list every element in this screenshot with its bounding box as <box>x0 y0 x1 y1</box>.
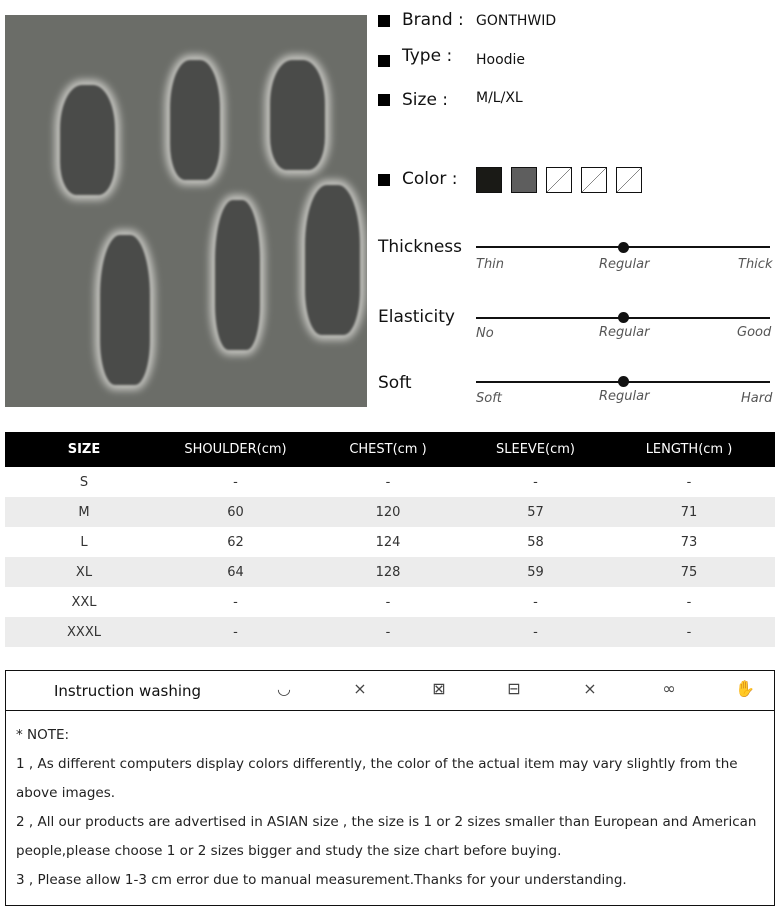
table-cell: - <box>533 594 538 610</box>
table-cell: 60 <box>163 497 308 527</box>
table-cell: 120 <box>308 497 468 527</box>
table-cell: 64 <box>163 557 308 587</box>
table-cell: 58 <box>527 534 544 550</box>
no-dry-clean-icon: ∞ <box>662 679 676 698</box>
low-iron-icon: ⨯ <box>583 679 597 698</box>
table-cell: - <box>686 474 692 490</box>
table-cell: - <box>233 474 238 490</box>
color-swatch-black[interactable] <box>476 167 502 193</box>
header-size: SIZE <box>5 432 163 467</box>
size-value: M/L/XL <box>476 90 523 106</box>
header-shoulder: SHOULDER(cm) <box>163 432 308 467</box>
size-label: Size : <box>402 90 449 110</box>
table-cell: 73 <box>680 534 698 550</box>
note-3: 3 , Please allow 1-3 cm error due to manual measurement.Thanks for your understanding. <box>16 872 627 888</box>
type-label: Type : <box>402 46 453 66</box>
dry-flat-icon: ⊟ <box>507 679 521 698</box>
table-cell: - <box>233 594 238 610</box>
note-1: 1 , As different computers display colors differently, the color of the actual item may vary slightly from the above images. <box>16 756 738 801</box>
table-cell: L <box>80 534 88 550</box>
brand-label: Brand : <box>402 10 464 30</box>
note-2: 2 , All our products are advertised in ASIAN size , the size is 1 or 2 sizes smaller than European and American people,please choose 1 or 2 sizes bigger and study the size chart before buying. <box>16 814 757 859</box>
table-cell: - <box>533 474 538 490</box>
color-swatch-empty <box>616 167 642 193</box>
table-cell: 128 <box>308 557 468 587</box>
table-cell: - <box>686 594 692 610</box>
color-swatch-gray[interactable] <box>511 167 537 193</box>
type-value: Hoodie <box>476 52 526 68</box>
thickness-label: Thickness <box>378 237 463 257</box>
table-row <box>5 497 775 527</box>
soft-label: Soft <box>378 373 412 393</box>
table-cell: - <box>468 617 603 647</box>
elasticity-marker <box>618 312 629 323</box>
table-cell: - <box>163 617 308 647</box>
washing-title: Instruction washing <box>54 682 202 700</box>
table-row <box>5 527 775 557</box>
scale-mid: Regular <box>599 325 650 340</box>
washing-instructions <box>5 670 775 906</box>
table-cell: M <box>5 497 163 527</box>
scale-left: Thin <box>476 257 505 272</box>
no-bleach-icon: ⨯ <box>353 679 367 698</box>
brand-value: GONTHWID <box>476 13 557 29</box>
table-cell: 124 <box>375 534 401 550</box>
table-cell: - <box>308 617 468 647</box>
table-cell: - <box>385 474 391 490</box>
table-cell: 62 <box>227 534 244 550</box>
soft-marker <box>618 376 629 387</box>
bullet-icon <box>378 15 390 27</box>
table-row <box>5 587 775 617</box>
table-cell: 71 <box>603 497 775 527</box>
bullet-icon <box>378 174 390 186</box>
table-cell: 57 <box>468 497 603 527</box>
wash-30-icon: ◡ <box>277 679 291 698</box>
table-cell: XXL <box>71 594 97 610</box>
table-cell: S <box>79 474 89 490</box>
scale-right: Hard <box>741 391 773 406</box>
scale-left: No <box>476 326 494 341</box>
scale-mid: Regular <box>599 389 650 404</box>
scale-mid: Regular <box>599 257 650 272</box>
size-table <box>5 432 775 647</box>
scale-right: Thick <box>738 257 773 272</box>
note-heading: * NOTE: <box>16 727 70 743</box>
table-cell: - <box>603 617 775 647</box>
color-swatch-empty <box>581 167 607 193</box>
product-photo <box>5 15 367 407</box>
table-row <box>5 557 775 587</box>
header-sleeve: SLEEVE(cm) <box>468 432 603 467</box>
table-row <box>5 617 775 647</box>
table-cell: 75 <box>603 557 775 587</box>
hand-wash-icon: ✋ <box>735 679 755 698</box>
elasticity-label: Elasticity <box>378 307 455 327</box>
bullet-icon <box>378 94 390 106</box>
thickness-marker <box>618 242 629 253</box>
scale-left: Soft <box>476 391 502 406</box>
table-row <box>5 467 775 497</box>
bullet-icon <box>378 55 390 67</box>
table-cell: XXXL <box>5 617 163 647</box>
size-table-header <box>5 432 775 467</box>
table-cell: - <box>385 594 391 610</box>
scale-right: Good <box>737 325 772 340</box>
color-label: Color : <box>402 169 458 189</box>
table-cell: 59 <box>468 557 603 587</box>
table-cell: XL <box>5 557 163 587</box>
header-length: LENGTH(cm ) <box>603 432 775 467</box>
header-chest: CHEST(cm ) <box>308 432 468 467</box>
no-tumble-dry-icon: ⊠ <box>432 679 446 698</box>
color-swatch-empty <box>546 167 572 193</box>
